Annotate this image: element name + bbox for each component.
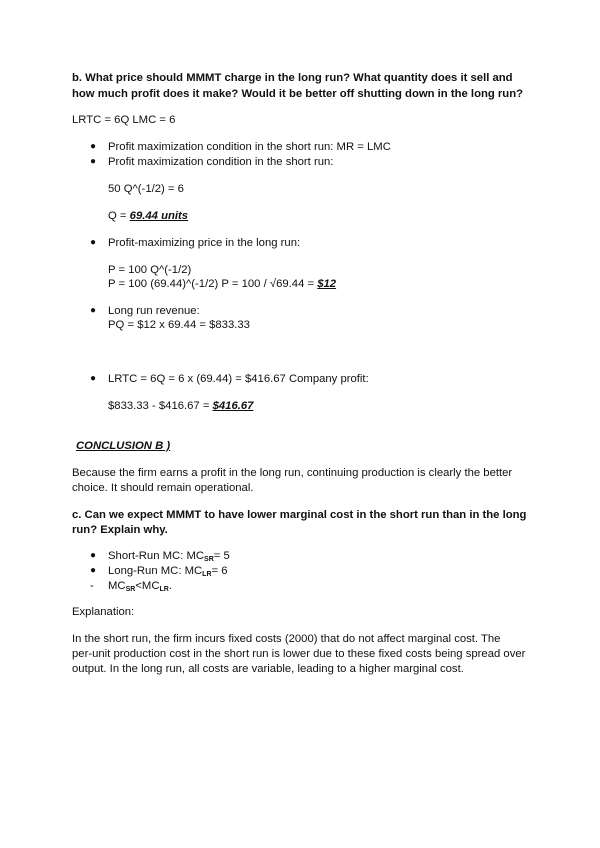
bullet-profit-condition-2: Profit maximization condition in the short run: (108, 156, 334, 168)
long-run-mc: Long-Run MC: $MC_{LR}= 6$ (108, 565, 228, 578)
short-run-mc: Short-Run MC: $MC_{SR}= 5$ (108, 550, 230, 563)
mc-comparison: $MC_{SR}<MC_{LR}$. (108, 580, 172, 593)
equation-demand: P = 100 Q^(-1/2) (108, 264, 192, 276)
bullet-dot-icon: ● (90, 305, 97, 316)
part-c-question-line1: c. Can we expect MMMT to have lower marginal cost in the short run than in the long (72, 509, 527, 521)
lrtc-lmc-line: LRTC = 6Q LMC = 6 (72, 114, 176, 126)
bullet-dot-icon: ● (90, 141, 97, 152)
equation-marginal: 50 Q^(-1/2) = 6 (108, 183, 184, 195)
bullet-profit-condition-1: Profit maximization condition in the short run: MR = LMC (108, 141, 391, 153)
conclusion-line1: Because the firm earns a profit in the long run, continuing production is clearly the better (72, 467, 513, 479)
bullet-long-run-revenue: Long run revenue: (108, 305, 200, 317)
equation-revenue: PQ = $12 x 69.44 = $833.33 (108, 319, 250, 331)
conclusion-heading: CONCLUSION B ) (76, 440, 171, 452)
part-b-question-line2: how much profit does it make? Would it be better off shutting down in the long run? (72, 88, 524, 100)
bullet-price-long-run: Profit-maximizing price in the long run: (108, 237, 301, 249)
bullet-lrtc-profit: LRTC = 6Q = 6 x (69.44) = $416.67 Company profit: (108, 373, 369, 385)
explanation-line3: output. In the long run, all costs are variable, leading to a higher marginal cost. (72, 663, 464, 675)
part-b-question-line1: b. What price should MMMT charge in the long run? What quantity does it sell and (72, 72, 513, 84)
equation-price: P = 100 (69.44)^(-1/2) P = 100 / √69.44 = $12 (108, 278, 337, 290)
conclusion-line2: choice. It should remain operational. (72, 482, 254, 494)
quantity-result: 69.44 units (129, 210, 189, 222)
dash-bullet: - (90, 580, 94, 592)
part-c-question-line2: run? Explain why. (72, 524, 168, 536)
bullet-dot-icon: ● (90, 550, 97, 561)
explanation-label: Explanation: (72, 606, 135, 618)
explanation-line1: In the short run, the firm incurs fixed costs (2000) that do not affect marginal cost. The (72, 633, 501, 645)
profit-result: $416.67 (212, 400, 254, 412)
bullet-dot-icon: ● (90, 156, 97, 167)
bullet-dot-icon: ● (90, 373, 97, 384)
equation-profit: $833.33 - $416.67 = $416.67 (108, 400, 254, 412)
bullet-dot-icon: ● (90, 565, 97, 576)
price-result: $12 (317, 278, 337, 290)
explanation-line2: per-unit production cost in the short run is lower due to these fixed costs being spread over (72, 648, 526, 660)
bullet-dot-icon: ● (90, 237, 97, 248)
equation-quantity: Q = 69.44 units (108, 210, 189, 222)
